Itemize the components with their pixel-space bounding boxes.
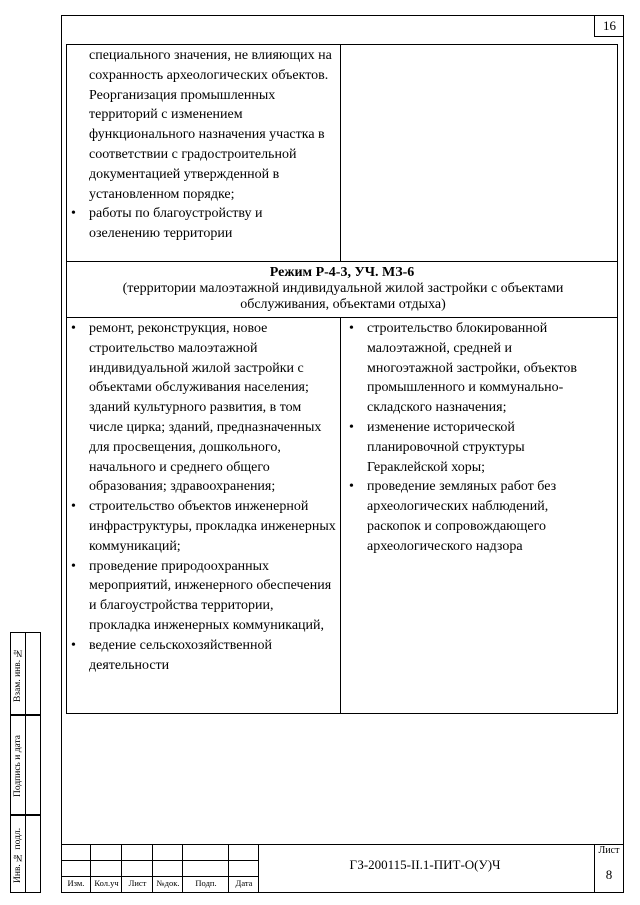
regime-subtitle: (территории малоэтажной индивидуальной жилой застройки с объектами обслуживания, объектами отдыха) bbox=[122, 281, 564, 312]
list-item: • проведение природоохранных мероприятий, инженерного обеспечения и благоустройства территории, прокладка инженерных коммуникаций, bbox=[67, 557, 337, 636]
top-left-list bbox=[67, 204, 337, 244]
label-ndok: №док. bbox=[156, 878, 180, 888]
regime-table bbox=[66, 261, 618, 714]
regime-header-divider bbox=[67, 317, 617, 318]
list-item: • ремонт, реконструкция, новое строительство малоэтажной индивидуальной жилой застройки с объектами обслуживания населения; зданий культурного развития, в том числе цирка; зданий, предназначенных для просвещения, дошкольного, начального и среднего общего образования; здравоохранения; bbox=[67, 319, 337, 497]
list-item: • строительство объектов инженерной инфраструктуры, прокладка инженерных коммуникаций; bbox=[67, 497, 337, 556]
label-kol-uch: Кол.уч bbox=[94, 878, 119, 888]
side-label-signature: Подпись и дата bbox=[13, 735, 23, 798]
label-list: Лист bbox=[128, 878, 147, 888]
allowed-list bbox=[67, 319, 337, 675]
list-item: • работы по благоустройству и озеленению территории bbox=[67, 204, 337, 244]
side-label-inventory: Инв. № подл. bbox=[13, 827, 23, 883]
top-table-divider bbox=[340, 45, 341, 261]
label-podp: Подп. bbox=[195, 878, 217, 888]
top-table-left-cell bbox=[67, 46, 337, 244]
list-item: • изменение исторической планировочной структуры Гераклейской хоры; bbox=[345, 418, 590, 477]
list-item: • ведение сельскохозяйственной деятельности bbox=[67, 636, 337, 676]
side-label-replacement: Взам. инв. № bbox=[13, 647, 23, 702]
sheet-number: 8 bbox=[605, 867, 613, 882]
sheet-label: Лист bbox=[598, 845, 620, 856]
label-data: Дата bbox=[235, 878, 253, 888]
side-stamp-inventory bbox=[10, 815, 41, 893]
page-number: 16 bbox=[594, 15, 624, 37]
side-stamp-signature bbox=[10, 715, 41, 815]
top-table bbox=[66, 44, 618, 262]
regime-title: Режим Р-4-3, УЧ. МЗ-6 bbox=[269, 265, 415, 280]
label-izm: Изм. bbox=[67, 878, 85, 888]
document-code: ГЗ-200115-II.1-ПИТ-О(У)Ч bbox=[349, 857, 501, 872]
list-item: • проведение земляных работ без археологических наблюдений, раскопок и сопровождающего археологического надзора bbox=[345, 477, 590, 556]
continuation-text: специального значения, не влияющих на сохранность археологических объектов. Реорганизация промышленных территорий с изменением функционального назначения участка в соответствии с градостроительной документацией утвержденной в установленном порядке; bbox=[89, 48, 332, 202]
prohibited-list bbox=[345, 319, 590, 557]
side-stamp-replacement bbox=[10, 632, 41, 715]
list-item: • строительство блокированной малоэтажной, средней и многоэтажной застройки, объектов промышленного и коммунально-складского назначения; bbox=[345, 319, 590, 418]
regime-column-divider bbox=[340, 317, 341, 713]
